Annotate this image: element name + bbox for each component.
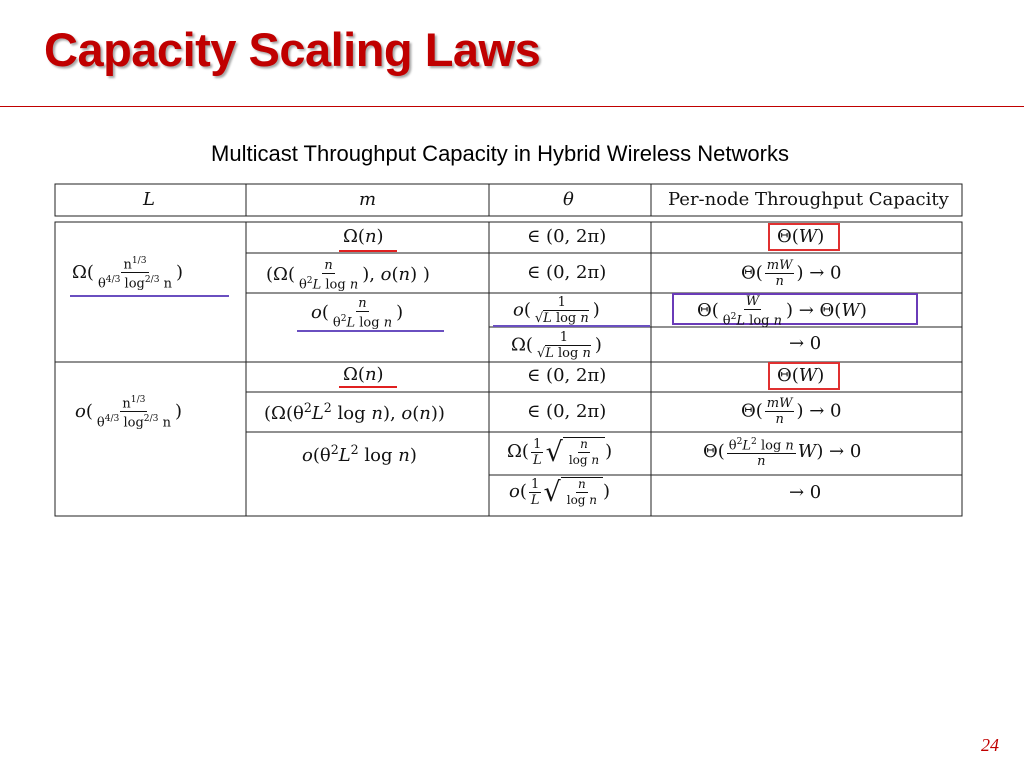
cell-capacity-row4: → 0 <box>789 333 822 354</box>
cell-theta-row8: o( $\frac{1}{L}$ √ $\frac{n}{\text{log n}}$ ) <box>509 476 611 508</box>
cell-m-row6: ($\Omega(\theta^2L^2$ log n), o(n)) <box>264 400 445 424</box>
cell-capacity-row6: Θ( $\frac{mW}{n}$ ) → 0 <box>741 396 842 427</box>
cell-theta-row5: ∈ (0, 2π) <box>527 365 607 386</box>
page-number: 24 <box>981 735 999 755</box>
header-L: L <box>143 189 155 210</box>
cell-theta-row1: ∈ (0, 2π) <box>527 226 607 247</box>
slide-title: Capacity Scaling Laws <box>44 23 541 76</box>
cell-capacity-row5: Θ(W) <box>777 365 825 386</box>
cell-capacity-row1: Θ(W) <box>777 226 825 247</box>
cell-capacity-row8: → 0 <box>789 482 822 503</box>
slide-subtitle: Multicast Throughput Capacity in Hybrid Wireless Networks <box>211 141 789 166</box>
cell-L-group2: o( $\frac{n^{1/3}}{\theta^{4/3} \log^{2/3} n}$ ) <box>75 395 182 431</box>
cell-theta-row4: Ω( $\frac{1}{\text{√L log n}}$ ) <box>511 330 602 361</box>
cell-theta-row7: Ω( $\frac{1}{L}$ √ $\frac{n}{\text{log n}}$ ) <box>507 436 613 468</box>
cell-theta-row6: ∈ (0, 2π) <box>527 401 607 422</box>
header-theta: θ <box>563 189 574 210</box>
cell-theta-row2: ∈ (0, 2π) <box>527 262 607 283</box>
header-capacity: Per-node Throughput Capacity <box>668 189 949 210</box>
cell-capacity-row7: Θ( $\frac{\theta^2L^2 \log n}{n}$ W) → 0 <box>703 437 862 470</box>
header-m: m <box>359 189 377 210</box>
cell-m-row5: Ω(n) <box>343 364 384 385</box>
cell-L-group1: Ω( $\frac{n^{1/3}}{\theta^{4/3} \log^{2/3} n}$ ) <box>72 256 184 292</box>
cell-capacity-row3: Θ( $\frac{W}{\theta^2L \log n}$ ) → Θ(W) <box>697 294 867 329</box>
cell-m-row3: o( $\frac{n}{\theta^2L \log n}$ ) <box>311 296 404 331</box>
cell-m-row1: Ω(n) <box>343 226 384 247</box>
cell-m-row2: (Ω( $\frac{n}{\theta^2L \log n}$ ), o(n) ) <box>266 258 430 293</box>
cell-capacity-row2: Θ( $\frac{mW}{n}$ ) → 0 <box>741 258 842 289</box>
title-divider <box>0 106 1024 107</box>
cell-theta-row3: o( $\frac{1}{\text{√L log n}}$ ) <box>513 295 600 326</box>
cell-m-row7: $o(\theta^2L^2$ log n) <box>302 442 417 466</box>
